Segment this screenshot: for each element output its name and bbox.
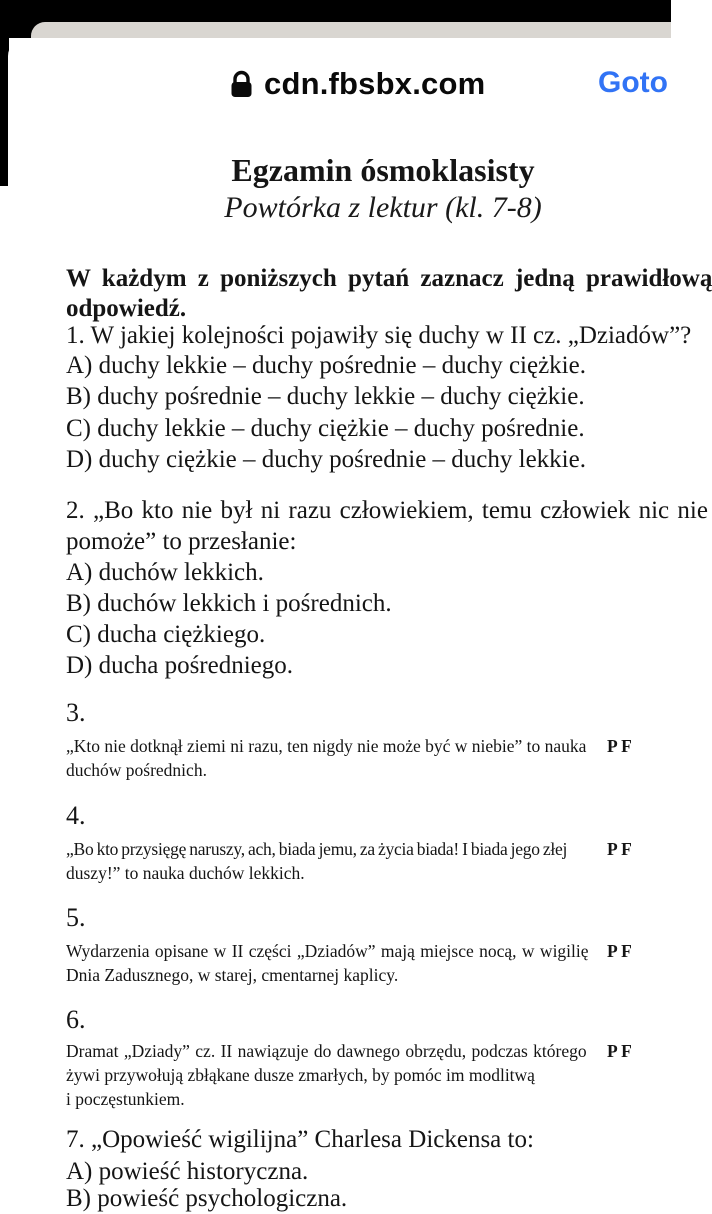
q1-option-a: A) duchy lekkie – duchy pośrednie – duchy ciężkie. bbox=[66, 352, 586, 379]
q2-option-c: C) ducha ciężkiego. bbox=[66, 621, 266, 648]
intro-line-2: odpowiedź. bbox=[66, 295, 187, 322]
q1-stem: 1. W jakiej kolejności pojawiły się duchy w II cz. „Dziadów”? bbox=[66, 322, 692, 349]
url-text: cdn.fbsbx.com bbox=[264, 66, 486, 101]
url-bar[interactable] bbox=[230, 66, 485, 102]
q6-statement-line-3: i poczęstunkiem. bbox=[66, 1089, 185, 1109]
q4-number: 4. bbox=[66, 801, 86, 830]
q7-option-a: A) powieść historyczna. bbox=[66, 1158, 309, 1185]
browser-page[interactable] bbox=[8, 38, 712, 1212]
done-button[interactable]: Goto bbox=[598, 66, 668, 99]
q2-option-a: A) duchów lekkich. bbox=[66, 559, 264, 586]
q1-option-b: B) duchy pośrednie – duchy lekkie – duchy ciężkie. bbox=[66, 383, 585, 410]
q6-statement-line-2: żywi przywołują zbłąkane dusze zmarłych, by pomóc im modlitwą bbox=[66, 1065, 535, 1085]
q3-statement-line-2: duchów pośrednich. bbox=[66, 760, 207, 780]
q3-number: 3. bbox=[66, 698, 86, 727]
q7-stem: 7. „Opowieść wigilijna” Charlesa Dickensa to: bbox=[66, 1126, 534, 1153]
q1-option-d: D) duchy ciężkie – duchy pośrednie – duchy lekkie. bbox=[66, 446, 586, 473]
doc-subtitle: Powtórka z lektur (kl. 7-8) bbox=[224, 191, 542, 224]
q2-stem-line-2: pomoże” to przesłanie: bbox=[66, 528, 297, 555]
q5-statement-line-2: Dnia Zadusznego, w starej, cmentarnej kaplicy. bbox=[66, 965, 399, 985]
lock-icon bbox=[230, 70, 253, 99]
q4-statement-line-2: duszy!” to nauka duchów lekkich. bbox=[66, 863, 305, 883]
q5-statement-line-1: Wydarzenia opisane w II części „Dziadów” mają miejsce nocą, w wigilię bbox=[66, 941, 589, 961]
q5-number: 5. bbox=[66, 903, 86, 932]
q2-option-b: B) duchów lekkich i pośrednich. bbox=[66, 590, 392, 617]
q6-number: 6. bbox=[66, 1005, 86, 1034]
doc-title: Egzamin ósmoklasisty bbox=[231, 152, 535, 188]
intro-line-1: W każdym z poniższych pytań zaznacz jedną prawidłową bbox=[66, 265, 712, 292]
q4-statement-line-1: „Bo kto przysięgę naruszy, ach, biada jemu, za życia biada! I biada jego złej bbox=[66, 839, 568, 859]
q3-pf-flag: P F bbox=[607, 736, 632, 756]
q3-statement-line-1: „Kto nie dotknął ziemi ni razu, ten nigdy nie może być w niebie” to nauka bbox=[66, 736, 587, 756]
q1-option-c: C) duchy lekkie – duchy ciężkie – duchy pośrednie. bbox=[66, 415, 585, 442]
q4-pf-flag: P F bbox=[607, 839, 632, 859]
q2-option-d: D) ducha pośredniego. bbox=[66, 652, 294, 679]
q6-pf-flag: P F bbox=[607, 1041, 632, 1061]
q2-stem-line-1: 2. „Bo kto nie był ni razu człowiekiem, temu człowiek nic nie bbox=[66, 497, 708, 524]
q7-option-b-partial: B) powieść psychologiczna. bbox=[66, 1185, 348, 1212]
q6-statement-line-1: Dramat „Dziady” cz. II nawiązuje do dawnego obrzędu, podczas którego bbox=[66, 1041, 587, 1061]
q5-pf-flag: P F bbox=[607, 941, 632, 961]
